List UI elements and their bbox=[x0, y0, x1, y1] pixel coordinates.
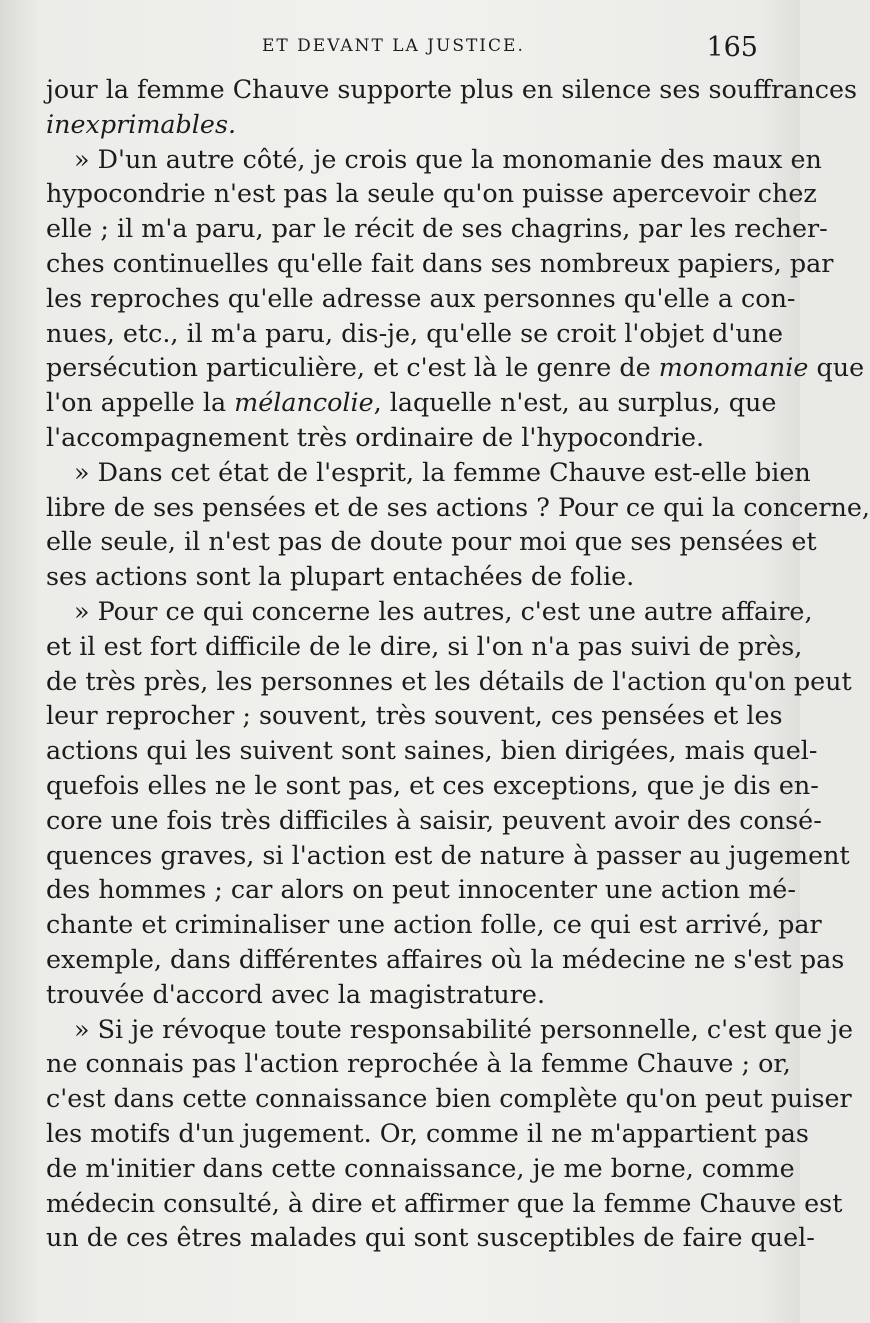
body-text bbox=[46, 72, 870, 1255]
text-line: de très près, les personnes et les détails de l'action qu'on peut bbox=[46, 665, 852, 696]
italic-word: mélancolie bbox=[234, 387, 374, 418]
text-line: quefois elles ne le sont pas, et ces exceptions, que je dis en- bbox=[46, 769, 819, 800]
paragraph-4 bbox=[46, 594, 852, 1012]
text-line: actions qui les suivent sont saines, bien dirigées, mais quel- bbox=[46, 735, 818, 766]
text-line: » Si je révoque toute responsabilité personnelle, c'est que je bbox=[74, 1013, 853, 1044]
paragraph-3 bbox=[46, 455, 870, 594]
italic-word: monomanie bbox=[658, 352, 809, 383]
text-line: de m'initier dans cette connaissance, je me borne, comme bbox=[46, 1152, 795, 1183]
text-line: ches continuelles qu'elle fait dans ses nombreux papiers, par bbox=[46, 247, 834, 278]
running-head bbox=[0, 32, 800, 62]
text-line: exemple, dans différentes affaires où la médecine ne s'est pas bbox=[46, 943, 845, 974]
text-line: chante et criminaliser une action folle, ce qui est arrivé, par bbox=[46, 909, 822, 940]
text-line: des hommes ; car alors on peut innocenter une action mé- bbox=[46, 874, 796, 905]
text-line: l'on appelle la mélancolie, laquelle n'est, au surplus, que bbox=[46, 387, 777, 418]
text-line: les reproches qu'elle adresse aux personnes qu'elle a con- bbox=[46, 282, 796, 313]
text-line: l'accompagnement très ordinaire de l'hypocondrie. bbox=[46, 421, 705, 452]
paragraph-2 bbox=[46, 142, 865, 455]
text-line: c'est dans cette connaissance bien complète qu'on peut puiser bbox=[46, 1083, 852, 1114]
text-line: les motifs d'un jugement. Or, comme il ne m'appartient pas bbox=[46, 1117, 809, 1148]
text-line: trouvée d'accord avec la magistrature. bbox=[46, 978, 546, 1009]
page-number: 165 bbox=[706, 32, 758, 63]
text-line: médecin consulté, à dire et affirmer que la femme Chauve est bbox=[46, 1187, 843, 1218]
paragraph-1 bbox=[46, 72, 858, 142]
paragraph-5 bbox=[46, 1012, 853, 1256]
text-line: ne connais pas l'action reprochée à la femme Chauve ; or, bbox=[46, 1048, 791, 1079]
text-line: quences graves, si l'action est de nature à passer au jugement bbox=[46, 839, 850, 870]
text-line: et il est fort difficile de le dire, si l'on n'a pas suivi de près, bbox=[46, 630, 803, 661]
text-line: persécution particulière, et c'est là le genre de monomanie que bbox=[46, 352, 865, 383]
text-line: jour la femme Chauve supporte plus en silence ses souffrances bbox=[46, 74, 858, 104]
text-line: » Pour ce qui concerne les autres, c'est une autre affaire, bbox=[74, 595, 813, 626]
text-line: elle seule, il n'est pas de doute pour moi que ses pensées et bbox=[46, 526, 817, 557]
text-line: leur reprocher ; souvent, très souvent, ces pensées et les bbox=[46, 700, 783, 731]
text-line: » D'un autre côté, je crois que la monomanie des maux en bbox=[74, 143, 822, 174]
running-title: ET DEVANT LA JUSTICE. bbox=[262, 36, 525, 56]
text-line: » Dans cet état de l'esprit, la femme Chauve est-elle bien bbox=[74, 456, 811, 487]
text-line: libre de ses pensées et de ses actions ? Pour ce qui la concerne, bbox=[46, 491, 870, 522]
italic-word: inexprimables. bbox=[46, 108, 237, 139]
text-line bbox=[46, 107, 758, 142]
text-line: un de ces êtres malades qui sont susceptibles de faire quel- bbox=[46, 1222, 815, 1253]
text-line: hypocondrie n'est pas la seule qu'on puisse apercevoir chez bbox=[46, 178, 817, 209]
text-line: ses actions sont la plupart entachées de folie. bbox=[46, 561, 635, 592]
text-line: nues, etc., il m'a paru, dis-je, qu'elle se croit l'objet d'une bbox=[46, 317, 784, 348]
text-line: elle ; il m'a paru, par le récit de ses chagrins, par les recher- bbox=[46, 213, 828, 244]
text-line: core une fois très difficiles à saisir, peuvent avoir des consé- bbox=[46, 804, 822, 835]
